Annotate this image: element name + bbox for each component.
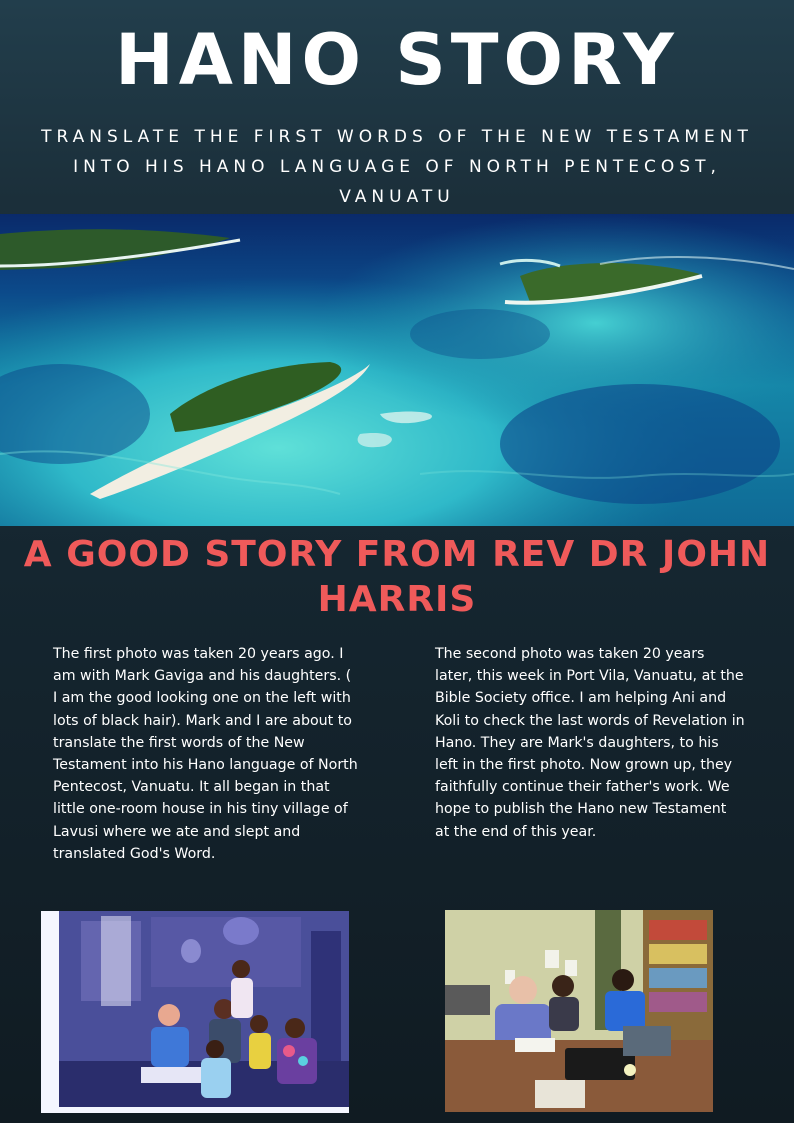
- bible-society-office-photo: [445, 910, 713, 1112]
- story-paragraph-right: The second photo was taken 20 years later, this week in Port Vila, Vanuatu, at the Bible Society office. I am helping Ani and Koli to check the last words of Revelation in Hano. They are Mark's daughters, to his left in the first photo. Now grown up, they faithfully continue their father's work. We hope to publish the Hano new Testament at the end of this year.: [435, 646, 745, 840]
- page-title: HANO STORY: [115, 19, 679, 101]
- story-paragraph-left: The first photo was taken 20 years ago. I am with Mark Gaviga and his daughters. ( I am the good looking one on the left with lots of black hair). Mark and I are about to translate the first words of the New Testament into his Hano language of North Pentecost, Vanuatu. It all began in that little one-room house in his tiny village of Lavusi where we ate and slept and translated God's Word.: [53, 646, 358, 862]
- page-subtitle: TRANSLATE THE FIRST WORDS OF THE NEW TESTAMENT INTO HIS HANO LANGUAGE OF NORTH PENTECOST, VANUATU: [41, 127, 753, 207]
- section-heading: A GOOD STORY FROM REV DR JOHN HARRIS: [23, 534, 771, 620]
- village-house-photo: [41, 911, 349, 1113]
- island-aerial-photo: [0, 214, 794, 526]
